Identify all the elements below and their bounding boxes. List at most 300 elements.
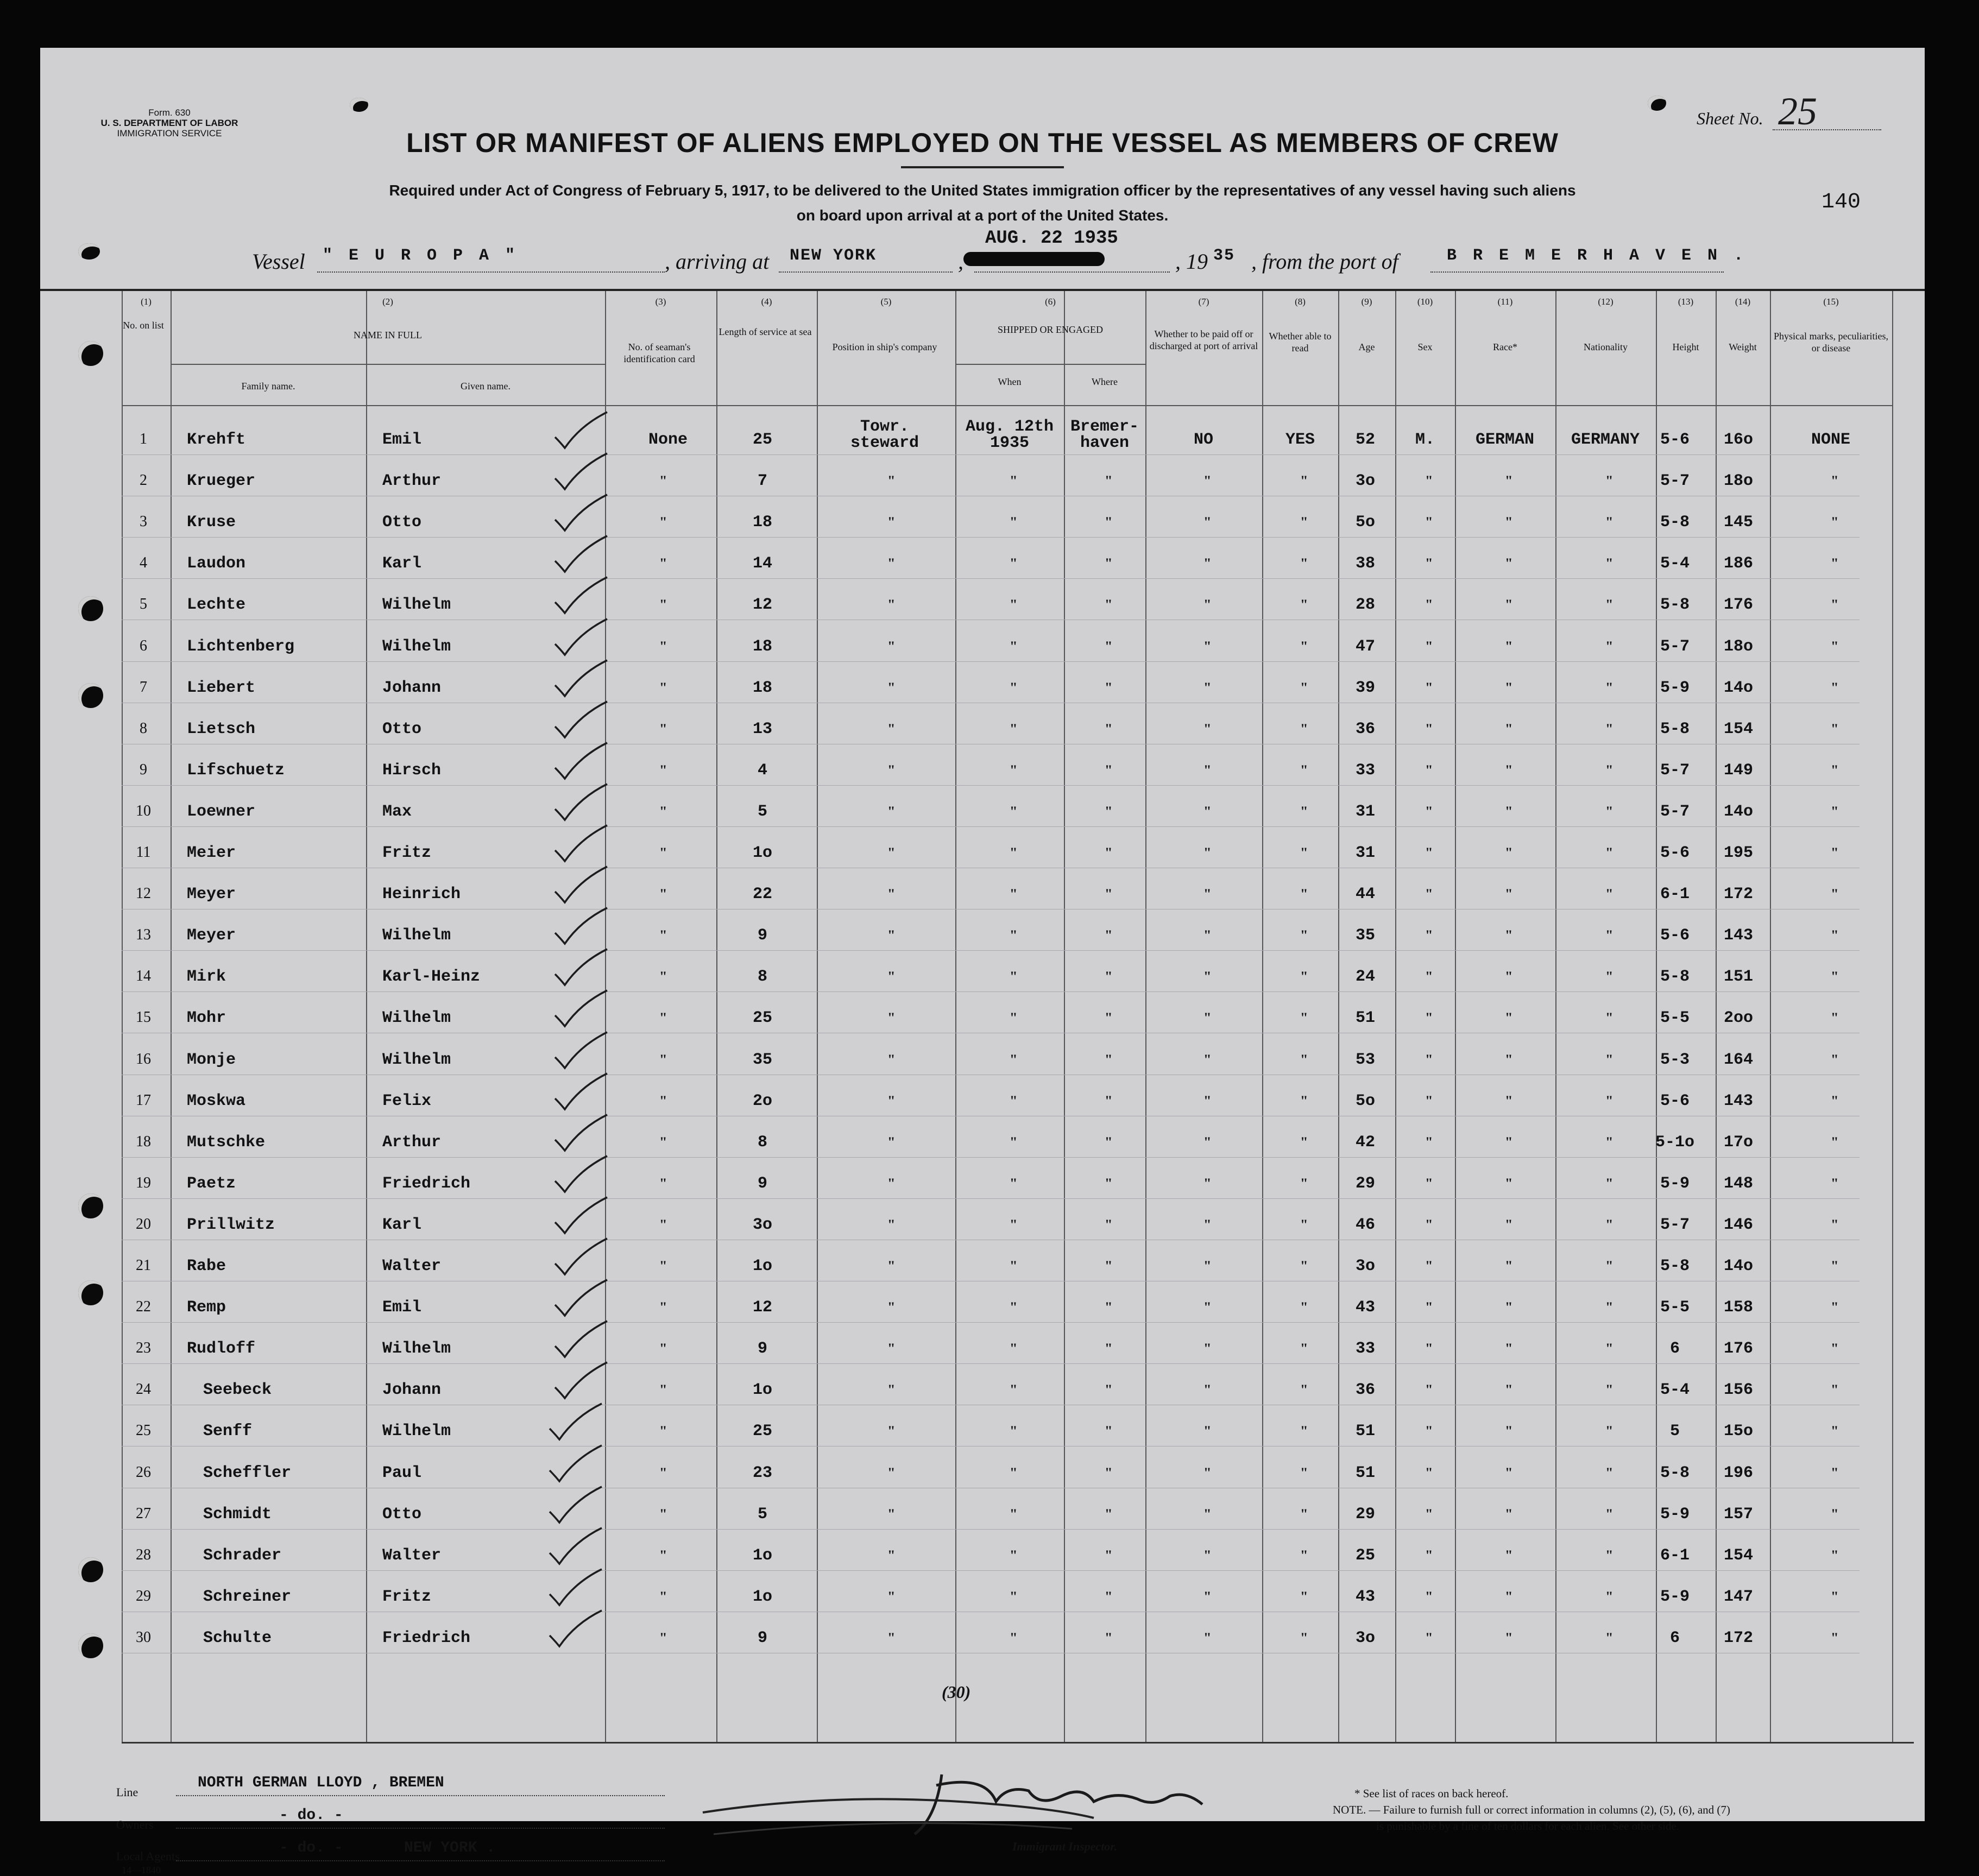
id-card-ditto: "	[659, 845, 667, 861]
nationality-ditto: "	[1605, 1299, 1614, 1315]
col-length-service: Length of service at sea	[719, 326, 812, 337]
given-name: Wilhelm	[382, 1340, 451, 1358]
marks-ditto: "	[1831, 845, 1839, 861]
col-paid-off: Whether to be paid off or discharged at port of arrival	[1149, 329, 1258, 351]
when-line-1: Aug. 12th	[965, 418, 1054, 436]
height: 5-8	[1660, 1464, 1690, 1482]
comma: ,	[958, 249, 963, 274]
id-card-ditto: "	[659, 1010, 667, 1026]
column-number: (10)	[1417, 296, 1433, 307]
punch-hole	[78, 1633, 103, 1658]
family-name: Seebeck	[203, 1381, 272, 1399]
family-name: Remp	[187, 1298, 226, 1317]
race-ditto: "	[1505, 804, 1513, 819]
height: 6	[1669, 1629, 1680, 1647]
marks-ditto: "	[1831, 1382, 1839, 1398]
height: 5-8	[1660, 513, 1690, 532]
weight: 143	[1724, 1092, 1754, 1110]
height: 5	[1669, 1422, 1680, 1441]
marks-ditto: "	[1831, 886, 1839, 902]
position-ditto: "	[887, 597, 896, 612]
able-read-ditto: "	[1300, 1299, 1308, 1315]
position-ditto: "	[887, 927, 896, 943]
paid-off-ditto: "	[1203, 762, 1212, 778]
race-ditto: "	[1505, 1258, 1513, 1274]
race-ditto: "	[1505, 762, 1513, 778]
row-number: 29	[136, 1588, 151, 1605]
when-ditto: "	[1010, 1382, 1018, 1398]
service-length: 18	[752, 513, 773, 532]
position-ditto: "	[887, 1176, 896, 1191]
paid-off-ditto: "	[1203, 1341, 1212, 1356]
where-ditto: "	[1105, 1093, 1113, 1109]
able-read-ditto: "	[1300, 762, 1308, 778]
row-number: 15	[136, 1009, 151, 1026]
id-card-ditto: "	[659, 1134, 667, 1150]
nationality: GERMANY	[1571, 431, 1640, 449]
row-number: 19	[136, 1174, 151, 1191]
column-divider	[1656, 291, 1657, 1742]
column-divider	[1262, 291, 1263, 1742]
weight: 143	[1724, 926, 1754, 945]
nationality-ditto: "	[1605, 1465, 1614, 1481]
given-name: Wilhelm	[382, 1051, 451, 1069]
crew-total: (30)	[942, 1682, 971, 1702]
service-length: 1o	[752, 1546, 773, 1565]
given-name: Arthur	[382, 472, 442, 490]
given-name: Fritz	[382, 1588, 432, 1606]
when-ditto: "	[1010, 1630, 1018, 1646]
arrival-port: NEW YORK	[790, 247, 877, 265]
subtitle-line-1: Required under Act of Congress of February 5, 1917, to be delivered to the United States immigration officer by the representatives of any vessel having such aliens	[389, 182, 1576, 199]
column-number: (15)	[1823, 296, 1839, 307]
department: U. S. DEPARTMENT OF LABOR	[100, 118, 238, 128]
marks-ditto: "	[1831, 1547, 1839, 1563]
line-value: NORTH GERMAN LLOYD , BREMEN	[198, 1774, 444, 1791]
service-length: 4	[757, 761, 768, 780]
marks-ditto: "	[1831, 1010, 1839, 1026]
when-ditto: "	[1010, 555, 1018, 571]
weight: 176	[1724, 596, 1754, 614]
col-race: Race*	[1493, 342, 1517, 352]
check-mark-icon	[545, 1607, 600, 1645]
row-number: 11	[136, 844, 151, 861]
marks-ditto: "	[1831, 969, 1839, 984]
service: IMMIGRATION SERVICE	[117, 128, 222, 138]
family-name: Scheffler	[203, 1464, 292, 1482]
check-mark-icon	[551, 574, 605, 612]
where-ditto: "	[1105, 1299, 1113, 1315]
col-when: When	[998, 376, 1022, 387]
id-card-ditto: "	[659, 1382, 667, 1398]
nationality-ditto: "	[1605, 1547, 1614, 1563]
sex-ditto: "	[1425, 1010, 1433, 1026]
service-length: 22	[752, 885, 773, 904]
service-length: 9	[757, 1174, 768, 1193]
weight: 14o	[1724, 679, 1754, 697]
row-number: 22	[136, 1298, 151, 1315]
owners-label: Owners	[116, 1818, 154, 1831]
weight: 156	[1724, 1381, 1754, 1399]
where-ditto: "	[1105, 1258, 1113, 1274]
row-number: 10	[136, 803, 151, 819]
given-name: Max	[382, 803, 412, 821]
id-card: None	[648, 431, 688, 449]
row-rule	[122, 1157, 1860, 1158]
given-name: Emil	[382, 1298, 422, 1317]
service-length: 8	[757, 968, 768, 986]
nationality-ditto: "	[1605, 1217, 1614, 1233]
row-number: 3	[140, 513, 147, 530]
age: 29	[1355, 1174, 1376, 1193]
service-length: 18	[752, 679, 773, 697]
marks-ditto: "	[1831, 1423, 1839, 1439]
note-penalty-1: NOTE. — Failure to furnish full or correct information in columns (2), (5), (6), and (7)	[1333, 1803, 1730, 1816]
nationality-ditto: "	[1605, 1176, 1614, 1191]
where-ditto: "	[1105, 1630, 1113, 1646]
sex-ditto: "	[1425, 1465, 1433, 1481]
able-read-ditto: "	[1300, 1382, 1308, 1398]
service-length: 12	[752, 596, 773, 614]
col-family-name: Family name.	[241, 381, 295, 391]
marks-ditto: "	[1831, 555, 1839, 571]
col-age: Age	[1358, 342, 1375, 352]
punch-hole	[78, 596, 103, 621]
position-ditto: "	[887, 804, 896, 819]
nationality-ditto: "	[1605, 1052, 1614, 1068]
sex-ditto: "	[1425, 1258, 1433, 1274]
family-name: Lietsch	[187, 720, 256, 738]
sex-ditto: "	[1425, 639, 1433, 654]
paid-off-ditto: "	[1203, 1506, 1212, 1522]
sex-ditto: "	[1425, 1506, 1433, 1522]
check-mark-icon	[551, 1318, 605, 1356]
height: 5-7	[1660, 637, 1690, 656]
row-rule	[122, 1446, 1860, 1447]
nationality-ditto: "	[1605, 680, 1614, 696]
row-number: 4	[140, 554, 147, 571]
date-stamp: AUG. 22 1935	[985, 228, 1118, 249]
check-mark-icon	[551, 657, 605, 695]
able-read-ditto: "	[1300, 1010, 1308, 1026]
where-ditto: "	[1105, 1341, 1113, 1356]
vessel-line	[317, 271, 665, 273]
position-ditto: "	[887, 1423, 896, 1439]
where-ditto: "	[1105, 721, 1113, 737]
when-ditto: "	[1010, 473, 1018, 489]
column-number: (3)	[655, 296, 666, 307]
race-ditto: "	[1505, 1341, 1513, 1356]
able-read-ditto: "	[1300, 639, 1308, 654]
where-line-2: haven	[1080, 434, 1130, 452]
nationality-ditto: "	[1605, 969, 1614, 984]
when-ditto: "	[1010, 969, 1018, 984]
able-read-ditto: "	[1300, 1134, 1308, 1150]
when-ditto: "	[1010, 1341, 1018, 1356]
weight: 172	[1724, 885, 1754, 904]
age: 43	[1355, 1588, 1376, 1606]
col-height: Height	[1672, 342, 1699, 352]
family-name: Liebert	[187, 679, 256, 697]
sex-ditto: "	[1425, 927, 1433, 943]
nationality-ditto: "	[1605, 886, 1614, 902]
sex-ditto: "	[1425, 1630, 1433, 1646]
row-rule	[122, 1529, 1860, 1530]
age: 33	[1355, 1340, 1376, 1358]
nationality-ditto: "	[1605, 597, 1614, 612]
age: 43	[1355, 1298, 1376, 1317]
service-length: 9	[757, 1629, 768, 1647]
sex: M.	[1415, 431, 1435, 449]
given-name: Johann	[382, 1381, 442, 1399]
marks-ditto: "	[1831, 1506, 1839, 1522]
row-number: 16	[136, 1051, 151, 1068]
service-length: 25	[752, 1422, 773, 1441]
height: 5-3	[1660, 1051, 1690, 1069]
check-mark-icon	[551, 1194, 605, 1232]
nationality-ditto: "	[1605, 1010, 1614, 1026]
where-line-1: Bremer-	[1070, 418, 1139, 436]
punch-hole	[1648, 96, 1666, 111]
when-ditto: "	[1010, 845, 1018, 861]
family-name: Prillwitz	[187, 1216, 275, 1234]
race-ditto: "	[1505, 1052, 1513, 1068]
from-port: B R E M E R H A V E N .	[1447, 247, 1747, 265]
manifest-sheet	[40, 48, 1925, 1875]
race-ditto: "	[1505, 1630, 1513, 1646]
sex-ditto: "	[1425, 886, 1433, 902]
age: 51	[1355, 1422, 1376, 1441]
able-read-ditto: "	[1300, 1547, 1308, 1563]
sex-ditto: "	[1425, 1134, 1433, 1150]
weight: 157	[1724, 1505, 1754, 1524]
height: 5-6	[1660, 926, 1690, 945]
given-name: Friedrich	[382, 1174, 471, 1193]
col-no-on-list: No. on list	[123, 320, 164, 331]
age: 39	[1355, 679, 1376, 697]
column-number: (7)	[1198, 296, 1209, 307]
given-name: Wilhelm	[382, 926, 451, 945]
note-races: * See list of races on back hereof.	[1354, 1787, 1509, 1800]
row-rule	[122, 578, 1860, 579]
id-card-ditto: "	[659, 1299, 667, 1315]
id-card-ditto: "	[659, 1423, 667, 1439]
row-rule	[122, 1570, 1860, 1571]
check-mark-icon	[551, 905, 605, 943]
marks-ditto: "	[1831, 1299, 1839, 1315]
check-mark-icon	[551, 533, 605, 571]
where-ditto: "	[1105, 886, 1113, 902]
able-read-ditto: "	[1300, 927, 1308, 943]
paid-off-ditto: "	[1203, 927, 1212, 943]
nationality-ditto: "	[1605, 514, 1614, 530]
page-title: LIST OR MANIFEST OF ALIENS EMPLOYED ON THE VESSEL AS MEMBERS OF CREW	[406, 128, 1559, 158]
weight: 14o	[1724, 1257, 1754, 1275]
position-ditto: "	[887, 1589, 896, 1605]
race-ditto: "	[1505, 721, 1513, 737]
column-number: (14)	[1735, 296, 1751, 307]
paid-off-ditto: "	[1203, 721, 1212, 737]
subtitle	[257, 178, 1707, 228]
able-read-ditto: "	[1300, 721, 1308, 737]
id-card-ditto: "	[659, 597, 667, 612]
row-rule	[122, 950, 1860, 951]
given-name: Walter	[382, 1546, 442, 1565]
paid-off-ditto: "	[1203, 1630, 1212, 1646]
where-ditto: "	[1105, 514, 1113, 530]
nationality-ditto: "	[1605, 927, 1614, 943]
able-read-ditto: "	[1300, 1258, 1308, 1274]
nationality-ditto: "	[1605, 1093, 1614, 1109]
col-sex: Sex	[1417, 342, 1433, 352]
age: 5o	[1355, 1092, 1376, 1110]
where-ditto: "	[1105, 969, 1113, 984]
given-name: Heinrich	[382, 885, 461, 904]
age: 38	[1355, 554, 1376, 573]
row-number: 13	[136, 926, 151, 943]
row-number: 7	[140, 679, 147, 696]
row-rule	[122, 826, 1860, 827]
service-length: 1o	[752, 1588, 773, 1606]
sex-ditto: "	[1425, 1382, 1433, 1398]
check-mark-icon	[545, 1566, 600, 1604]
column-divider	[1145, 291, 1146, 1742]
race-ditto: "	[1505, 639, 1513, 654]
id-card-ditto: "	[659, 762, 667, 778]
check-mark-icon	[551, 987, 605, 1025]
race-ditto: "	[1505, 845, 1513, 861]
paid-off-ditto: "	[1203, 1176, 1212, 1191]
age: 36	[1355, 720, 1376, 738]
family-name: Krueger	[187, 472, 256, 490]
row-number: 17	[136, 1092, 151, 1109]
paid-off-ditto: "	[1203, 680, 1212, 696]
paid-off-ditto: "	[1203, 555, 1212, 571]
height: 6	[1669, 1340, 1680, 1358]
race-ditto: "	[1505, 1547, 1513, 1563]
form-code: 14—1840	[122, 1865, 161, 1875]
weight: 16o	[1724, 431, 1754, 449]
id-card-ditto: "	[659, 1630, 667, 1646]
given-name: Wilhelm	[382, 1009, 451, 1027]
able-read: YES	[1285, 431, 1315, 449]
age: 36	[1355, 1381, 1376, 1399]
id-card-ditto: "	[659, 721, 667, 737]
where-ditto: "	[1105, 1589, 1113, 1605]
nationality-ditto: "	[1605, 845, 1614, 861]
check-mark-icon	[551, 863, 605, 901]
given-name: Otto	[382, 1505, 422, 1524]
service-length: 5	[757, 803, 768, 821]
family-name: Krehft	[187, 431, 246, 449]
age: 25	[1355, 1546, 1376, 1565]
given-name: Wilhelm	[382, 1422, 451, 1441]
inspector-signature	[681, 1753, 1278, 1845]
header-bottom-rule	[122, 405, 1892, 406]
row-number: 27	[136, 1505, 151, 1522]
row-number: 30	[136, 1629, 151, 1646]
race-ditto: "	[1505, 680, 1513, 696]
column-divider	[122, 291, 123, 1742]
paid-off-ditto: "	[1203, 804, 1212, 819]
age: 3o	[1355, 1257, 1376, 1275]
age: 51	[1355, 1009, 1376, 1027]
note-penalty-2: is punishable by a fine of ten dollars for each alien. See other side.	[1376, 1820, 1680, 1833]
title-rule	[901, 166, 1064, 168]
able-read-ditto: "	[1300, 845, 1308, 861]
race-ditto: "	[1505, 969, 1513, 984]
column-divider	[1892, 291, 1893, 1742]
where-ditto: "	[1105, 639, 1113, 654]
service-length: 25	[752, 431, 773, 449]
given-name: Paul	[382, 1464, 422, 1482]
column-divider	[716, 291, 717, 1742]
sex-ditto: "	[1425, 1423, 1433, 1439]
position-ditto: "	[887, 1299, 896, 1315]
table-top-rule	[40, 289, 1925, 291]
nationality-ditto: "	[1605, 1589, 1614, 1605]
column-divider	[1770, 291, 1771, 1742]
race-ditto: "	[1505, 1382, 1513, 1398]
when-ditto: "	[1010, 680, 1018, 696]
able-read-ditto: "	[1300, 1589, 1308, 1605]
sex-ditto: "	[1425, 1299, 1433, 1315]
family-name: Loewner	[187, 803, 256, 821]
nationality-ditto: "	[1605, 555, 1614, 571]
service-length: 23	[752, 1464, 773, 1482]
weight: 146	[1724, 1216, 1754, 1234]
family-name: Rabe	[187, 1257, 226, 1275]
able-read-ditto: "	[1300, 1465, 1308, 1481]
paid-off-ditto: "	[1203, 1217, 1212, 1233]
height: 5-9	[1660, 679, 1690, 697]
punch-hole	[78, 1193, 103, 1218]
row-number: 9	[140, 761, 147, 778]
id-card-ditto: "	[659, 1258, 667, 1274]
sex-ditto: "	[1425, 804, 1433, 819]
where-ditto: "	[1105, 927, 1113, 943]
id-card-ditto: "	[659, 1506, 667, 1522]
id-card-ditto: "	[659, 886, 667, 902]
service-length: 7	[757, 472, 768, 490]
nationality-ditto: "	[1605, 473, 1614, 489]
when-ditto: "	[1010, 1506, 1018, 1522]
where-ditto: "	[1105, 680, 1113, 696]
position-ditto: "	[887, 1217, 896, 1233]
check-mark-icon	[551, 1277, 605, 1315]
column-number: (5)	[880, 296, 892, 307]
column-divider	[1338, 291, 1339, 1742]
sex-ditto: "	[1425, 1341, 1433, 1356]
check-mark-icon	[551, 1235, 605, 1273]
given-name: Otto	[382, 513, 422, 532]
row-number: 14	[136, 968, 151, 984]
col-nationality: Nationality	[1584, 342, 1628, 352]
position-ditto: "	[887, 1258, 896, 1274]
given-name: Karl	[382, 554, 422, 573]
family-name: Paetz	[187, 1174, 236, 1193]
height: 5-4	[1660, 1381, 1690, 1399]
paid-off-ditto: "	[1203, 1052, 1212, 1068]
column-divider	[605, 291, 606, 1742]
column-number: (2)	[382, 296, 393, 307]
position-ditto: "	[887, 886, 896, 902]
when-ditto: "	[1010, 762, 1018, 778]
given-name: Felix	[382, 1092, 432, 1110]
when-ditto: "	[1010, 1547, 1018, 1563]
where-ditto: "	[1105, 1547, 1113, 1563]
col-name-in-full: NAME IN FULL	[354, 330, 422, 340]
